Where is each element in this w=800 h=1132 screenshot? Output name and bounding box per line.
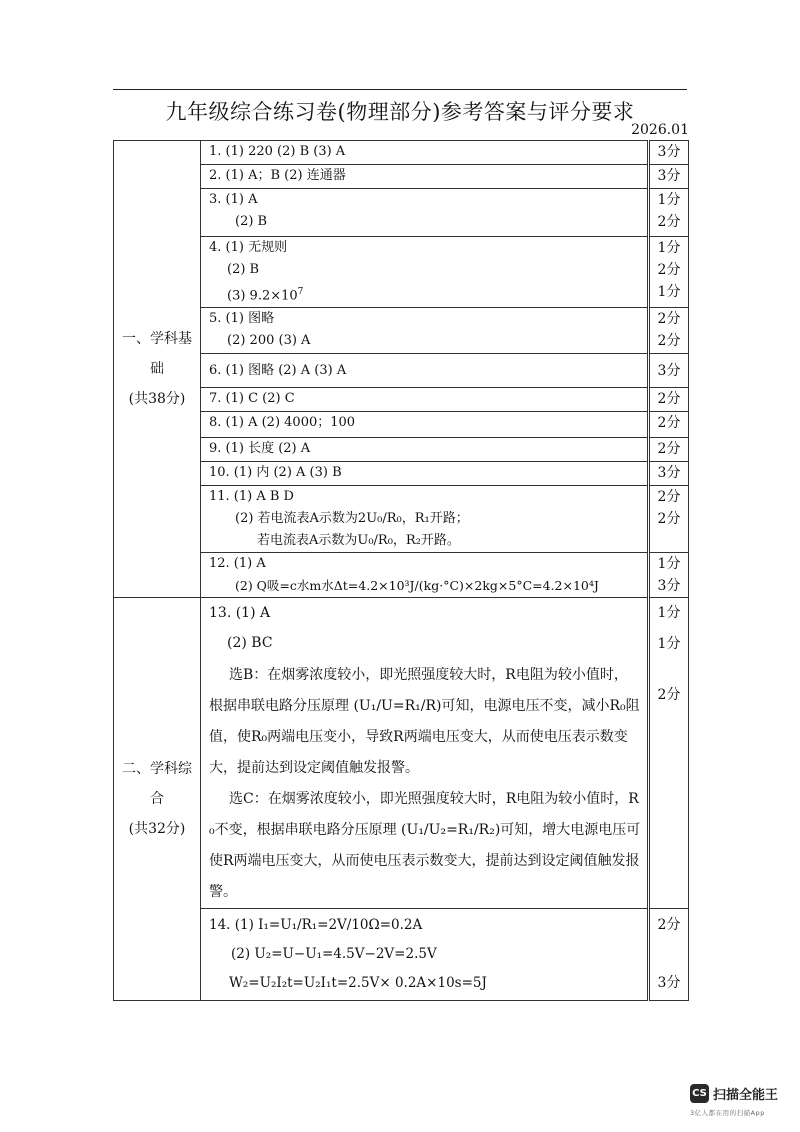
q4-score-1: 1分	[657, 240, 681, 256]
table-row	[114, 412, 689, 438]
q11-answer-1: 11. (1) A B D	[209, 489, 294, 505]
logo-subtitle: 3亿人都在用的扫描App	[690, 1109, 765, 1117]
section-2-cell	[114, 598, 201, 1001]
table-row	[114, 598, 689, 909]
q9-score: 2分	[657, 441, 681, 458]
q13-score-3: 2分	[657, 687, 681, 704]
top-rule	[113, 89, 687, 90]
q13-score-2: 1分	[657, 636, 681, 653]
q5-score-2: 2分	[657, 333, 681, 350]
q4-answer-2: (2) B	[227, 262, 260, 277]
q14-score-2: 3分	[657, 975, 681, 992]
q12-score-1: 1分	[657, 556, 681, 573]
q5-answer-2: (2) 200 (3) A	[227, 333, 311, 349]
logo-text: 扫描全能王	[713, 1088, 779, 1103]
answer-table	[113, 140, 689, 1001]
q10-answer: 10. (1) 内 (2) A (3) B	[209, 465, 342, 481]
table-row	[114, 909, 689, 1001]
scanner-logo	[690, 1084, 778, 1103]
q11-answer-3: 若电流表A示数为U₀/R₀，R₂开路。	[257, 533, 460, 549]
q12-answer-1: 12. (1) A	[209, 556, 266, 572]
q11-answer-2: (2) 若电流表A示数为2U₀/R₀，R₁开路；	[235, 511, 469, 527]
q2-score: 3分	[657, 168, 681, 184]
q4-answer-3-base: (3) 9.2×10	[227, 288, 298, 304]
q8-score: 2分	[657, 415, 681, 432]
table-row	[114, 486, 689, 553]
table-row	[114, 165, 689, 189]
q14-answer-3: W₂=U₂I₂t=U₂I₁t=2.5V× 0.2A×10s=5J	[229, 975, 487, 992]
page-title: 九年级综合练习卷(物理部分)参考答案与评分要求	[165, 100, 635, 124]
section-1-label: 一、学科基	[122, 331, 192, 348]
q9-answer: 9. (1) 长度 (2) A	[209, 441, 311, 457]
q13-answer-1: 13. (1) A	[209, 605, 271, 622]
q2-answer: 2. (1) A；B (2) 连通器	[209, 168, 346, 183]
q3-answer-1: 3. (1) A	[209, 192, 258, 207]
table-row	[114, 141, 689, 165]
section-1-cell	[114, 141, 201, 598]
q4-score-2: 2分	[657, 262, 681, 278]
section-2-label-2: 合	[150, 791, 164, 808]
q13-score-1: 1分	[657, 605, 681, 622]
q4-score-3: 1分	[657, 284, 681, 300]
q11-score-2: 2分	[657, 511, 681, 528]
section-1-points: (共38分)	[128, 391, 186, 408]
table-row	[114, 553, 689, 598]
q12-score-2: 3分	[657, 578, 681, 595]
q5-score-1: 2分	[657, 311, 681, 328]
q7-score: 2分	[657, 391, 681, 408]
table-row	[114, 438, 689, 462]
table-row	[114, 388, 689, 412]
cs-logo-icon: CS	[690, 1084, 709, 1103]
table-row	[114, 462, 689, 486]
q13-option-b: 选B：在烟雾浓度较小，即光照强度较大时，R电阻为较小值时，根据串联电路分压原理 (U₁/U=R₁/R)可知，电源电压不变，减小R₀阻值，使R₀两端电压变小，导致R两端电压变大，从而使电压表示数变大，提前达到设定阈值触发报警。	[209, 667, 640, 777]
q8-answer: 8. (1) A (2) 4000；100	[209, 415, 356, 431]
q14-answer-2: (2) U₂=U−U₁=4.5V−2V=2.5V	[231, 946, 437, 963]
table-row	[114, 354, 689, 388]
section-2-points: (共32分)	[128, 821, 186, 838]
table-row	[114, 237, 689, 308]
q13-option-c: 选C：在烟雾浓度较小，即光照强度较大时，R电阻为较小值时，R₀不变，根据串联电路分压原理 (U₁/U₂=R₁/R₂)可知，增大电源电压可使R两端电压变大，从而使电压表示数变大，提前达到设定阈值触发报警。	[209, 791, 641, 901]
q1-answer: 1. (1) 220 (2) B (3) A	[209, 144, 346, 159]
table-row	[114, 308, 689, 354]
q11-score-1: 2分	[657, 489, 681, 506]
q6-score: 3分	[657, 362, 681, 379]
q3-answer-2: (2) B	[235, 214, 268, 229]
table-row	[114, 189, 689, 237]
q7-answer: 7. (1) C (2) C	[209, 391, 295, 407]
section-2-label: 二、学科综	[122, 761, 192, 778]
q4-answer-1: 4. (1) 无规则	[209, 240, 288, 255]
section-1-label-2: 础	[150, 361, 164, 378]
q12-answer-2: (2) Q吸=c水m水Δt=4.2×10³J/(kg·°C)×2kg×5°C=4.2×10⁴J	[235, 578, 599, 594]
q3-score-1: 1分	[657, 192, 681, 208]
q14-answer-1: 14. (1) I₁=U₁/R₁=2V/10Ω=0.2A	[209, 917, 423, 934]
q5-answer-1: 5. (1) 图略	[209, 311, 275, 327]
q10-score: 3分	[657, 465, 681, 482]
q4-answer-3	[209, 281, 641, 307]
q13-answer-2: (2) BC	[227, 635, 273, 652]
q3-score-2: 2分	[657, 214, 681, 230]
q1-score: 3分	[657, 144, 681, 160]
q14-score-1: 2分	[657, 917, 681, 934]
q4-answer-3-exp: 7	[297, 287, 304, 297]
date-label: 2026.01	[631, 122, 689, 138]
q6-answer: 6. (1) 图略 (2) A (3) A	[209, 362, 347, 378]
